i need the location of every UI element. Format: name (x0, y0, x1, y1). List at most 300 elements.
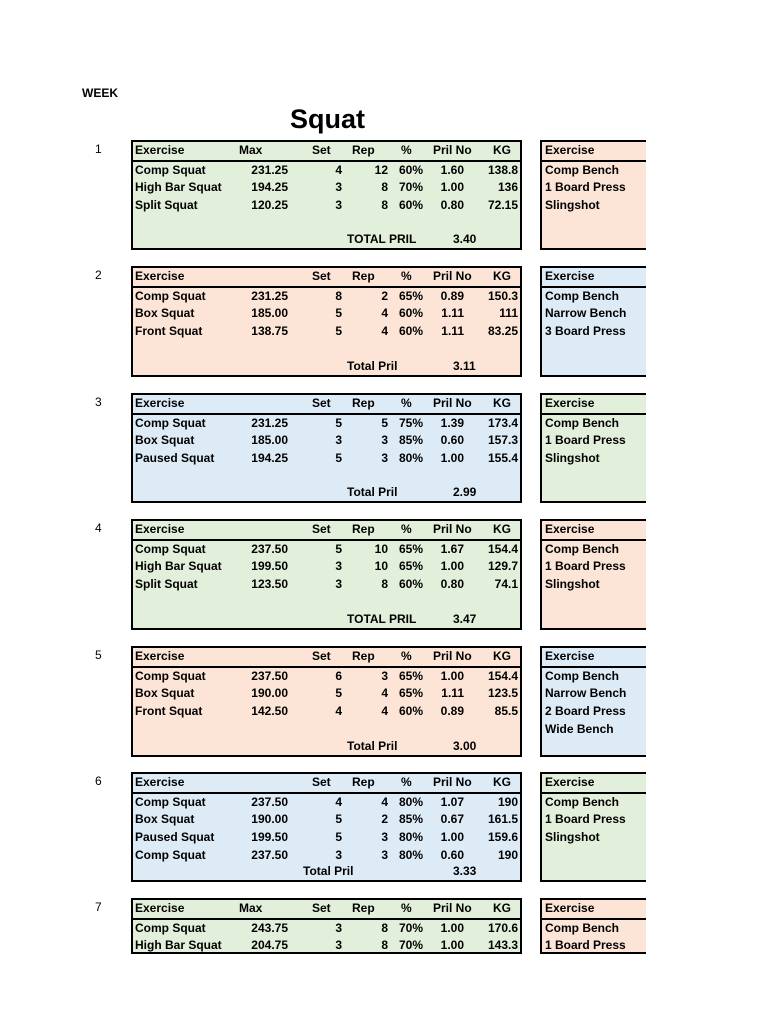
cell-rep: 8 (381, 198, 388, 213)
cell-max: 199.50 (251, 559, 288, 574)
cell-kg: 155.4 (487, 451, 518, 466)
total-pril-value: 3.11 (453, 359, 476, 373)
header-exercise: Exercise (135, 775, 185, 789)
cell-pril-no: 1.11 (441, 324, 464, 339)
bench-row (542, 162, 646, 180)
bench-row (542, 576, 646, 594)
bench-exercise: Comp Bench (545, 920, 620, 935)
cell-max: 237.50 (251, 847, 288, 862)
week-column-label: WEEK (82, 86, 118, 100)
cell-rep: 4 (381, 794, 388, 809)
header-rep: Rep (352, 143, 375, 157)
cell-pril-no: 0.60 (440, 433, 464, 448)
header-set: Set (312, 396, 331, 410)
cell-max: 190.00 (251, 812, 288, 827)
cell-kg: 154.4 (487, 668, 518, 683)
cell-set: 5 (335, 415, 342, 430)
bench-header-row (542, 774, 646, 794)
cell-percent: 65% (398, 288, 423, 303)
cell-set: 3 (335, 559, 342, 574)
cell-exercise: Comp Squat (135, 162, 206, 177)
cell-set: 5 (335, 830, 342, 845)
table-row (133, 794, 520, 812)
bench-row (542, 179, 646, 197)
cell-rep: 3 (381, 433, 388, 448)
header-kg: KG (493, 775, 511, 789)
header-rep: Rep (352, 649, 375, 663)
cell-max: 204.75 (251, 938, 288, 953)
cell-exercise: Split Squat (135, 198, 198, 213)
header-rep: Rep (352, 396, 375, 410)
cell-pril-no: 1.00 (440, 451, 464, 466)
cell-set: 8 (335, 288, 342, 303)
bench-table (540, 772, 646, 882)
cell-kg: 72.15 (487, 198, 518, 213)
header-kg: KG (493, 901, 511, 915)
bench-row (542, 558, 646, 576)
cell-kg: 190 (497, 794, 518, 809)
cell-percent: 80% (398, 794, 423, 809)
bench-exercise: Comp Bench (545, 541, 620, 556)
cell-pril-no: 0.80 (440, 198, 464, 213)
cell-percent: 75% (398, 415, 423, 430)
cell-pril-no: 1.00 (440, 668, 464, 683)
header-exercise: Exercise (135, 649, 185, 663)
cell-percent: 60% (398, 324, 423, 339)
bench-header-exercise: Exercise (545, 522, 595, 536)
cell-set: 5 (335, 451, 342, 466)
bench-row (542, 432, 646, 450)
bench-header-row (542, 521, 646, 541)
bench-exercise: Slingshot (545, 451, 600, 466)
bench-header-row (542, 142, 646, 162)
bench-exercise: 1 Board Press (545, 812, 626, 827)
table-row (133, 323, 520, 341)
cell-kg: 138.8 (487, 162, 518, 177)
cell-pril-no: 0.89 (440, 704, 464, 719)
table-row (133, 920, 520, 938)
cell-kg: 173.4 (487, 415, 518, 430)
header-exercise: Exercise (135, 522, 185, 536)
cell-exercise: Front Squat (135, 324, 203, 339)
table-row (133, 703, 520, 721)
cell-rep: 8 (381, 938, 388, 953)
header-percent: % (401, 143, 412, 157)
cell-kg: 190 (497, 847, 518, 862)
header-set: Set (312, 649, 331, 663)
bench-header-exercise: Exercise (545, 775, 595, 789)
cell-exercise: Comp Squat (135, 794, 206, 809)
cell-exercise: Box Squat (135, 812, 195, 827)
header-pril-no: Pril No (433, 269, 472, 283)
table-row (133, 162, 520, 180)
bench-exercise: 1 Board Press (545, 433, 626, 448)
cell-kg: 150.3 (487, 288, 518, 303)
bench-header-row (542, 900, 646, 920)
bench-exercise: 1 Board Press (545, 559, 626, 574)
bench-exercise: Comp Bench (545, 668, 620, 683)
header-percent: % (401, 396, 412, 410)
cell-pril-no: 1.00 (440, 180, 464, 195)
cell-rep: 4 (381, 324, 388, 339)
header-max: Max (239, 901, 263, 915)
table-row (133, 450, 520, 468)
table-row (133, 576, 520, 594)
cell-exercise: Comp Squat (135, 541, 206, 556)
cell-kg: 136 (497, 180, 518, 195)
cell-max: 194.25 (251, 451, 288, 466)
bench-table (540, 140, 646, 250)
cell-exercise: Comp Squat (135, 415, 206, 430)
cell-rep: 3 (381, 451, 388, 466)
bench-exercise: Narrow Bench (545, 306, 627, 321)
cell-exercise: Box Squat (135, 433, 195, 448)
cell-max: 231.25 (251, 415, 288, 430)
total-pril-label: Total Pril (347, 739, 398, 753)
cell-set: 5 (335, 541, 342, 556)
cell-kg: 143.3 (487, 938, 518, 953)
cell-set: 5 (335, 324, 342, 339)
week-number: 4 (95, 521, 102, 535)
cell-rep: 10 (374, 541, 388, 556)
header-rep: Rep (352, 775, 375, 789)
week-number: 3 (95, 395, 102, 409)
cell-exercise: High Bar Squat (135, 938, 222, 953)
cell-set: 3 (335, 198, 342, 213)
header-set: Set (312, 775, 331, 789)
header-pril-no: Pril No (433, 522, 472, 536)
week-table (131, 519, 522, 630)
cell-exercise: Comp Squat (135, 920, 206, 935)
cell-kg: 129.7 (487, 559, 518, 574)
cell-set: 4 (335, 162, 342, 177)
cell-set: 5 (335, 812, 342, 827)
cell-max: 237.50 (251, 794, 288, 809)
cell-max: 237.50 (251, 668, 288, 683)
cell-kg: 74.1 (494, 577, 518, 592)
cell-percent: 65% (398, 559, 423, 574)
cell-pril-no: 1.11 (441, 686, 464, 701)
table-row (133, 288, 520, 306)
cell-percent: 80% (398, 847, 423, 862)
header-percent: % (401, 775, 412, 789)
cell-kg: 111 (499, 306, 518, 321)
cell-percent: 70% (398, 180, 423, 195)
bench-header-exercise: Exercise (545, 143, 595, 157)
bench-exercise: Comp Bench (545, 794, 620, 809)
bench-row (542, 197, 646, 215)
cell-exercise: Comp Squat (135, 847, 206, 862)
bench-header-exercise: Exercise (545, 396, 595, 410)
cell-rep: 4 (381, 686, 388, 701)
cell-max: 120.25 (251, 198, 288, 213)
cell-percent: 80% (398, 830, 423, 845)
header-pril-no: Pril No (433, 649, 472, 663)
bench-exercise: Narrow Bench (545, 686, 627, 701)
bench-exercise: 3 Board Press (545, 324, 626, 339)
total-pril-label: Total Pril (303, 864, 354, 878)
bench-table (540, 266, 646, 377)
cell-percent: 60% (398, 198, 423, 213)
cell-set: 3 (335, 180, 342, 195)
cell-percent: 65% (398, 686, 423, 701)
header-rep: Rep (352, 269, 375, 283)
bench-header-exercise: Exercise (545, 901, 595, 915)
cell-exercise: Box Squat (135, 686, 195, 701)
table-row (133, 432, 520, 450)
header-set: Set (312, 522, 331, 536)
bench-row (542, 937, 646, 955)
header-pril-no: Pril No (433, 143, 472, 157)
total-pril-value: 3.40 (453, 232, 477, 246)
cell-rep: 5 (381, 415, 388, 430)
cell-pril-no: 1.60 (440, 162, 464, 177)
bench-exercise: Slingshot (545, 198, 600, 213)
table-row (133, 668, 520, 686)
cell-set: 4 (335, 794, 342, 809)
table-row (133, 415, 520, 433)
cell-kg: 83.25 (487, 324, 518, 339)
cell-percent: 65% (398, 668, 423, 683)
cell-exercise: Split Squat (135, 577, 198, 592)
week-number: 2 (95, 268, 102, 282)
cell-percent: 70% (398, 938, 423, 953)
total-pril-value: 3.33 (453, 864, 477, 878)
cell-rep: 2 (381, 812, 388, 827)
header-exercise: Exercise (135, 143, 185, 157)
bench-row (542, 920, 646, 938)
total-pril-label: Total Pril (347, 359, 398, 373)
bench-row (542, 541, 646, 559)
cell-percent: 70% (398, 920, 423, 935)
cell-set: 4 (335, 704, 342, 719)
header-percent: % (401, 649, 412, 663)
bench-table (540, 646, 646, 757)
cell-percent: 60% (398, 704, 423, 719)
cell-pril-no: 1.11 (441, 306, 464, 321)
bench-row (542, 288, 646, 306)
cell-exercise: Front Squat (135, 704, 203, 719)
cell-percent: 85% (398, 433, 423, 448)
bench-exercise: Comp Bench (545, 162, 620, 177)
cell-exercise: Paused Squat (135, 830, 215, 845)
cell-kg: 154.4 (487, 541, 518, 556)
header-kg: KG (493, 522, 511, 536)
week-number: 1 (95, 142, 102, 156)
bench-row (542, 721, 646, 739)
table-row (133, 197, 520, 215)
cell-percent: 60% (398, 162, 423, 177)
cell-max: 243.75 (251, 920, 288, 935)
week-table (131, 646, 522, 757)
table-row (133, 937, 520, 955)
cell-rep: 3 (381, 847, 388, 862)
cell-exercise: Box Squat (135, 306, 195, 321)
page-title: Squat (290, 104, 366, 134)
bench-header-exercise: Exercise (545, 649, 595, 663)
header-exercise: Exercise (135, 901, 185, 915)
cell-kg: 161.5 (487, 812, 518, 827)
bench-exercise: Comp Bench (545, 415, 620, 430)
week-table (131, 266, 522, 377)
header-pril-no: Pril No (433, 901, 472, 915)
table-row (133, 811, 520, 829)
header-kg: KG (493, 396, 511, 410)
bench-row (542, 811, 646, 829)
cell-set: 3 (335, 433, 342, 448)
bench-exercise: Wide Bench (545, 721, 614, 736)
bench-exercise: Comp Bench (545, 288, 620, 303)
cell-set: 3 (335, 847, 342, 862)
total-pril-label: TOTAL PRIL (347, 232, 417, 246)
bench-row (542, 668, 646, 686)
week-table (131, 898, 522, 954)
header-exercise: Exercise (135, 269, 185, 283)
week-table (131, 393, 522, 503)
bench-row (542, 794, 646, 812)
cell-max: 138.75 (251, 324, 288, 339)
total-pril-value: 3.00 (453, 739, 477, 753)
cell-rep: 8 (381, 577, 388, 592)
cell-pril-no: 1.00 (440, 559, 464, 574)
total-pril-label: TOTAL PRIL (347, 612, 417, 626)
cell-set: 5 (335, 306, 342, 321)
cell-set: 6 (335, 668, 342, 683)
week-table (131, 140, 522, 250)
cell-exercise: Comp Squat (135, 668, 206, 683)
table-row (133, 558, 520, 576)
cell-pril-no: 0.89 (440, 288, 464, 303)
total-pril-label: Total Pril (347, 485, 398, 499)
bench-exercise: 2 Board Press (545, 704, 626, 719)
cell-pril-no: 0.60 (440, 847, 464, 862)
header-set: Set (312, 901, 331, 915)
cell-max: 199.50 (251, 830, 288, 845)
cell-rep: 3 (381, 668, 388, 683)
week-number: 6 (95, 774, 102, 788)
bench-header-row (542, 395, 646, 415)
bench-table (540, 519, 646, 630)
cell-exercise: Comp Squat (135, 288, 206, 303)
header-set: Set (312, 143, 331, 157)
bench-exercise: 1 Board Press (545, 938, 626, 953)
header-kg: KG (493, 269, 511, 283)
cell-rep: 10 (374, 559, 388, 574)
cell-max: 237.50 (251, 541, 288, 556)
cell-pril-no: 1.00 (440, 938, 464, 953)
bench-exercise: 1 Board Press (545, 180, 626, 195)
table-header-row (133, 142, 520, 162)
cell-percent: 60% (398, 577, 423, 592)
week-number: 7 (95, 900, 102, 914)
cell-pril-no: 1.67 (440, 541, 464, 556)
header-pril-no: Pril No (433, 396, 472, 410)
cell-max: 190.00 (251, 686, 288, 701)
bench-table (540, 898, 646, 954)
cell-percent: 85% (398, 812, 423, 827)
cell-pril-no: 0.67 (440, 812, 464, 827)
cell-pril-no: 1.00 (440, 920, 464, 935)
cell-rep: 4 (381, 306, 388, 321)
cell-rep: 8 (381, 920, 388, 935)
bench-table (540, 393, 646, 503)
cell-percent: 80% (398, 451, 423, 466)
bench-row (542, 323, 646, 341)
cell-exercise: Paused Squat (135, 451, 215, 466)
header-kg: KG (493, 143, 511, 157)
header-exercise: Exercise (135, 396, 185, 410)
header-set: Set (312, 269, 331, 283)
cell-kg: 123.5 (487, 686, 518, 701)
cell-kg: 159.6 (487, 830, 518, 845)
total-pril-value: 2.99 (453, 485, 477, 499)
table-row (133, 829, 520, 847)
bench-row (542, 829, 646, 847)
table-row (133, 847, 520, 865)
cell-rep: 2 (381, 288, 388, 303)
cell-pril-no: 1.39 (440, 415, 464, 430)
cell-rep: 3 (381, 830, 388, 845)
header-pril-no: Pril No (433, 775, 472, 789)
bench-header-exercise: Exercise (545, 269, 595, 283)
table-row (133, 305, 520, 323)
cell-kg: 157.3 (487, 433, 518, 448)
header-percent: % (401, 901, 412, 915)
bench-row (542, 415, 646, 433)
header-percent: % (401, 269, 412, 283)
cell-percent: 60% (398, 306, 423, 321)
table-row (133, 179, 520, 197)
bench-row (542, 703, 646, 721)
total-pril-value: 3.47 (453, 612, 477, 626)
cell-rep: 12 (374, 162, 388, 177)
cell-max: 231.25 (251, 162, 288, 177)
cell-pril-no: 0.80 (440, 577, 464, 592)
table-row (133, 685, 520, 703)
cell-set: 5 (335, 686, 342, 701)
bench-row (542, 305, 646, 323)
cell-kg: 170.6 (487, 920, 518, 935)
cell-max: 185.00 (251, 306, 288, 321)
cell-set: 3 (335, 938, 342, 953)
week-number: 5 (95, 648, 102, 662)
cell-rep: 8 (381, 180, 388, 195)
cell-pril-no: 1.07 (440, 794, 464, 809)
table-header-row (133, 900, 520, 920)
header-rep: Rep (352, 522, 375, 536)
table-header-row (133, 268, 520, 288)
bench-header-row (542, 268, 646, 288)
cell-max: 194.25 (251, 180, 288, 195)
table-row (133, 541, 520, 559)
bench-header-row (542, 648, 646, 668)
header-max: Max (239, 143, 263, 157)
bench-exercise: Slingshot (545, 577, 600, 592)
header-rep: Rep (352, 901, 375, 915)
cell-rep: 4 (381, 704, 388, 719)
cell-percent: 65% (398, 541, 423, 556)
header-kg: KG (493, 649, 511, 663)
bench-row (542, 450, 646, 468)
cell-pril-no: 1.00 (440, 830, 464, 845)
table-header-row (133, 521, 520, 541)
cell-max: 123.50 (251, 577, 288, 592)
cell-kg: 85.5 (494, 704, 518, 719)
bench-row (542, 685, 646, 703)
header-percent: % (401, 522, 412, 536)
bench-exercise: Slingshot (545, 830, 600, 845)
week-table (131, 772, 522, 882)
